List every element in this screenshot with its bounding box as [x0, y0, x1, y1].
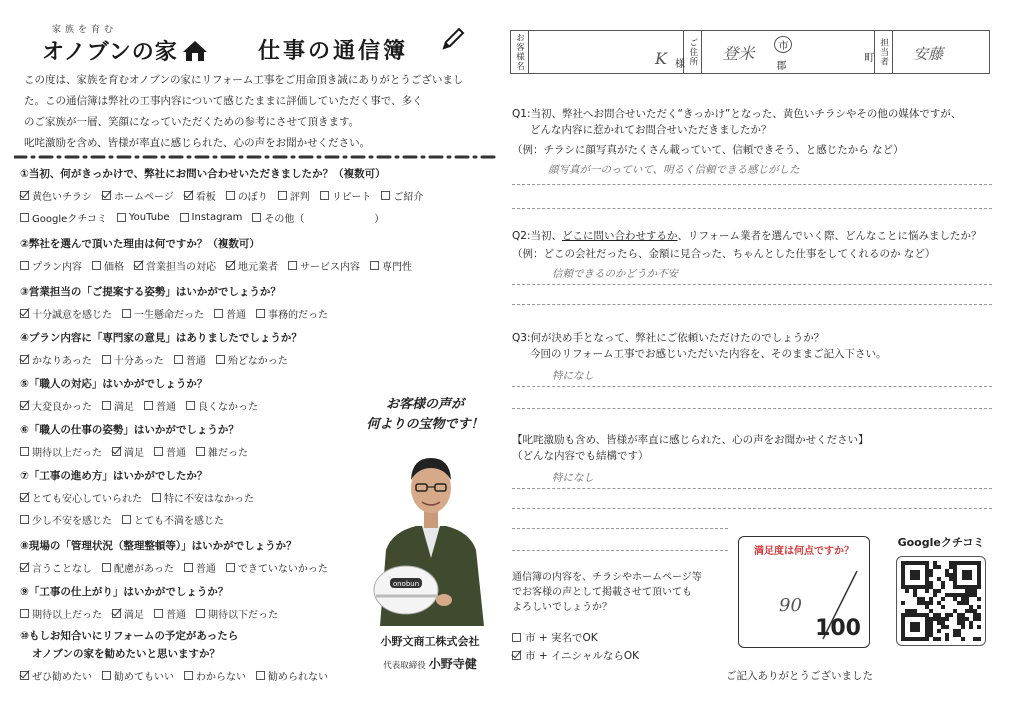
checkbox[interactable] [256, 671, 265, 680]
option-label: 事務的だった [268, 310, 328, 321]
speech-bubble: お客様の声が 何よりの宝物です！ [366, 397, 484, 432]
checkbox[interactable] [122, 309, 131, 318]
president-photo [372, 440, 490, 626]
staff-value: 安藤 [913, 45, 944, 63]
q4-answer[interactable]: 特になし [552, 472, 594, 484]
option-label: 黄色いチラシ [32, 192, 92, 203]
company-name: 小野文商工株式会社 [380, 635, 480, 648]
option-label: 満足 [114, 402, 134, 413]
question-7-option[interactable] [122, 512, 224, 527]
checkbox[interactable] [196, 447, 205, 456]
question-7-heading: ⑦「工事の進め方」はいかがでしたか？ [20, 470, 208, 482]
question-4-heading: ④プラン内容に「専門家の意見」はありましたでしょうか？ [20, 332, 302, 344]
question-7-options [20, 490, 254, 505]
intro-text: この度は、家族を育むオノブンの家にリフォーム工事をご用命頂き誠にありがとうございまし た。この通信簿は弊社の工事内容について感じたままに評価していただく事で、多く のご家族が一層、笑顔になっていただくための参考にさせて頂きます。 叱咤激励を含め、皆様が率直に感じられた、心の声をお聞かせください。 [24, 74, 464, 149]
question-1-option[interactable] [381, 188, 423, 203]
option-label: とても不満を感じた [134, 516, 224, 527]
customer-name-value: K [655, 49, 667, 68]
checkbox[interactable] [20, 261, 29, 270]
question-2-heading: ②弊社を選んで頂いた理由は何ですか？（複数可） [20, 238, 260, 250]
question-4-option[interactable] [216, 352, 288, 367]
answer-line [512, 184, 992, 185]
option-label: 価格 [104, 262, 124, 273]
checkbox[interactable] [102, 355, 111, 364]
checkbox[interactable] [196, 609, 205, 618]
checkbox[interactable] [226, 563, 235, 572]
option-label: 雑だった [208, 448, 248, 459]
checkbox[interactable] [20, 671, 29, 680]
question-1-option[interactable] [117, 210, 170, 225]
checkbox[interactable] [154, 447, 163, 456]
checkbox[interactable] [278, 191, 287, 200]
checkbox[interactable] [112, 609, 121, 618]
checkbox[interactable] [174, 355, 183, 364]
option-label: 言うことなし [32, 564, 92, 575]
question-5-option[interactable] [20, 398, 92, 413]
question-8-option[interactable] [226, 560, 328, 575]
question-2-option[interactable] [92, 258, 124, 273]
question-9-option[interactable] [20, 606, 102, 621]
question-5-options [20, 398, 258, 413]
q1-line2: どんな内容に惹かれてお問合せいただきましたか？ [530, 124, 772, 136]
customer-suffix: 様 [675, 59, 685, 70]
option-label: 看板 [195, 192, 216, 203]
option-label: 営業担当の対応 [146, 262, 216, 273]
customer-name-label: お客様名 [511, 31, 529, 73]
question-1-option[interactable] [102, 188, 174, 203]
q3-answer[interactable]: 特になし [552, 370, 594, 382]
consent-option-initial-checkbox[interactable] [512, 651, 521, 660]
question-4-options [20, 352, 288, 367]
q4-line2: （どんな内容でも結構です） [512, 450, 649, 462]
option-label: 十分誠意を感じた [32, 310, 112, 321]
helmet-logo-text: onobun [392, 580, 420, 588]
option-label: その他（ ） [264, 214, 385, 225]
question-3-options [20, 306, 328, 321]
checkbox[interactable] [102, 671, 111, 680]
question-9-option[interactable] [196, 606, 278, 621]
option-label: 勧められない [268, 672, 328, 683]
staff-label: 担当者 [875, 31, 893, 73]
option-label: 普通 [156, 402, 176, 413]
rep-title: 代表取締役 [383, 661, 426, 671]
option-label: 大変良かった [32, 402, 92, 413]
question-10-heading-cont: オノブンの家を勧めたいと思いますか？ [32, 648, 220, 660]
checkbox[interactable] [102, 401, 111, 410]
question-1-option[interactable] [226, 188, 268, 203]
question-3-option[interactable] [256, 306, 328, 321]
question-7-option[interactable] [152, 490, 254, 505]
checkbox[interactable] [20, 563, 29, 572]
option-label: 十分あった [113, 356, 164, 367]
option-label: 勧めてもいい [114, 672, 174, 683]
option-label: Instagram [191, 212, 243, 223]
checkbox[interactable] [252, 213, 261, 222]
option-label: 特に不安はなかった [164, 494, 254, 505]
option-label: 専門性 [382, 262, 412, 273]
checkbox[interactable] [226, 261, 235, 270]
q3-line1: Q3:何が決め手となって、弊社にご依頼いただけたのでしょうか？ [512, 332, 825, 344]
staff-cell[interactable] [893, 31, 989, 73]
question-6-heading: ⑥「職人の仕事の姿勢」はいかがでしょうか？ [20, 424, 239, 436]
option-label: プラン内容 [32, 262, 82, 273]
option-label: 地元業者 [238, 262, 278, 273]
checkbox[interactable] [20, 213, 29, 222]
option-label: 普通 [226, 310, 246, 321]
question-8-options [20, 560, 328, 575]
checkbox[interactable] [180, 213, 189, 222]
question-9-option[interactable] [154, 606, 186, 621]
consent-option-realname[interactable]: 市 + 実名でOK [512, 630, 598, 645]
option-label: 良くなかった [198, 402, 258, 413]
checkbox[interactable] [320, 191, 329, 200]
question-6-option[interactable] [20, 444, 102, 459]
decorative-divider [14, 154, 500, 160]
question-5-option[interactable] [186, 398, 258, 413]
checkbox[interactable] [216, 355, 225, 364]
question-4-option[interactable] [20, 352, 92, 367]
question-9-options [20, 606, 278, 621]
rep-name: 小野寺健 [428, 657, 477, 671]
answer-line [512, 208, 992, 209]
question-10-option[interactable] [20, 668, 92, 683]
checkbox[interactable] [20, 401, 29, 410]
representative [360, 655, 500, 672]
satisfaction-score-box [738, 536, 870, 648]
consent-option-realname-checkbox[interactable] [512, 633, 521, 642]
answer-line [512, 408, 992, 409]
question-5-option[interactable] [144, 398, 176, 413]
option-label: YouTube [128, 212, 170, 223]
option-label: 期待以上だった [32, 610, 102, 621]
answer-line [512, 528, 728, 529]
option-label: 少し不安を感じた [32, 516, 112, 527]
question-10-options [20, 668, 328, 683]
question-6-option[interactable] [154, 444, 186, 459]
option-label: サービス内容 [300, 262, 360, 273]
question-8-option[interactable] [184, 560, 216, 575]
qr-code[interactable] [896, 556, 986, 646]
question-10-heading: ⑩もしお知合いにリフォームの予定があったら [20, 630, 239, 642]
q3-line2: 今回のリフォーム工事でお感じいただいた内容を、そのままご記入下さい。 [530, 348, 887, 360]
checkbox[interactable] [144, 401, 153, 410]
checkbox[interactable] [20, 515, 29, 524]
checkbox[interactable] [184, 191, 193, 200]
brand-logo [42, 22, 242, 66]
question-10-option[interactable] [184, 668, 246, 683]
question-1-option[interactable] [252, 210, 384, 225]
question-8-option[interactable] [20, 560, 92, 575]
option-label: 普通 [185, 356, 206, 367]
question-1-option[interactable] [184, 188, 216, 203]
option-label: Googleクチコミ [32, 214, 107, 225]
checkbox[interactable] [117, 213, 126, 222]
option-label: 満足 [124, 610, 144, 621]
checkbox[interactable] [381, 191, 390, 200]
question-7-option[interactable] [20, 512, 112, 527]
thanks-message: ご記入ありがとうございました [726, 670, 873, 682]
option-label: のぼり [237, 192, 268, 203]
option-label: 満足 [124, 448, 144, 459]
checkbox[interactable] [154, 609, 163, 618]
question-2-option[interactable] [134, 258, 216, 273]
question-1-option[interactable] [20, 210, 107, 225]
option-label: 一生懸命だった [134, 310, 204, 321]
google-review-label: Googleクチコミ [897, 536, 985, 549]
option-label: わからない [196, 672, 246, 683]
checkbox[interactable] [184, 563, 193, 572]
option-label: かなりあった [32, 356, 92, 367]
question-9-option[interactable] [112, 606, 144, 621]
answer-line [512, 304, 992, 305]
question-4-option[interactable] [174, 352, 206, 367]
checkbox[interactable] [152, 493, 161, 502]
q2-line1: Q2:当初、どこに問い合わせするか、リフォーム業者を選んでいく際、どんなことに悩みましたか？ [512, 230, 982, 242]
question-2-option[interactable] [20, 258, 82, 273]
option-label: ホームページ [114, 192, 174, 203]
question-5-heading: ⑤「職人の対応」はいかがでしょうか？ [20, 378, 208, 390]
checkbox[interactable] [102, 191, 111, 200]
option-label: ご紹介 [393, 192, 424, 203]
qr-code-icon [901, 561, 981, 641]
customer-name-cell[interactable] [529, 31, 684, 73]
question-2-option[interactable] [370, 258, 412, 273]
consent-text: 通信簿の内容を、チラシやホームページ等 でお客様の声として掲載させて頂いても よろしいでしょうか？ [512, 572, 702, 613]
question-8-heading: ⑧現場の「管理状況（整理整頓等）」はいかがでしょうか？ [20, 540, 297, 552]
question-2-option[interactable] [288, 258, 360, 273]
question-9-heading: ⑨「工事の仕上がり」はいかがでしょうか？ [20, 586, 229, 598]
option-label: 普通 [195, 564, 216, 575]
checkbox[interactable] [186, 401, 195, 410]
answer-line [512, 386, 992, 387]
address-city-hand: 登米 [722, 44, 755, 63]
question-4-option[interactable] [102, 352, 164, 367]
question-3-option[interactable] [122, 306, 204, 321]
address-cell[interactable] [702, 31, 875, 73]
question-10-option[interactable] [102, 668, 174, 683]
brand-tagline: 家族を育む [52, 25, 118, 35]
question-7-option[interactable] [20, 490, 142, 505]
answer-line [512, 550, 728, 551]
question-3-option[interactable] [214, 306, 246, 321]
question-1-heading: ①当初、何がきっかけで、弊社にお問い合わせいただきましたか？（複数可） [20, 168, 386, 180]
checkbox[interactable] [226, 191, 235, 200]
address-gun: 郡 [776, 61, 787, 72]
q1-answer[interactable]: 顔写真が一のっていて、明るく信頼できる感じがした [548, 164, 800, 176]
question-6-option[interactable] [196, 444, 248, 459]
question-3-option[interactable] [20, 306, 112, 321]
question-1-option[interactable] [278, 188, 310, 203]
option-label: ぜひ勧めたい [32, 672, 92, 683]
house-icon [182, 40, 208, 62]
question-1-options [20, 210, 384, 225]
question-5-option[interactable] [102, 398, 134, 413]
checkbox[interactable] [112, 447, 121, 456]
checkbox[interactable] [134, 261, 143, 270]
checkbox[interactable] [20, 355, 29, 364]
question-8-option[interactable] [102, 560, 174, 575]
address-city-circled: 市 [774, 36, 792, 53]
option-label: できていないかった [237, 564, 328, 575]
address-label: ご住所 [684, 31, 702, 73]
question-6-option[interactable] [112, 444, 144, 459]
option-label: リピート [331, 192, 372, 203]
checkbox[interactable] [20, 191, 29, 200]
customer-info-bar [510, 30, 990, 74]
question-10-option[interactable] [256, 668, 328, 683]
checkbox[interactable] [184, 671, 193, 680]
checkbox[interactable] [288, 261, 297, 270]
checkbox[interactable] [20, 493, 29, 502]
answer-line [512, 284, 992, 285]
score-max: 100 [815, 616, 861, 641]
question-2-options [20, 258, 412, 273]
checkbox[interactable] [122, 515, 131, 524]
pen-icon [440, 26, 466, 52]
question-7-options [20, 512, 224, 527]
question-1-options [20, 188, 423, 203]
question-1-option[interactable] [320, 188, 372, 203]
option-label: 普通 [166, 610, 186, 621]
option-label: とても安心していられた [32, 494, 142, 505]
consent-option-initial[interactable]: 市 + イニシャルならOK [512, 648, 639, 663]
page-title: 仕事の通信簿 [258, 39, 409, 64]
q1-line1: Q1:当初、弊社へお問合せいただく“きっかけ”となった、黄色いチラシやその他の媒体ですが、 [512, 108, 962, 120]
question-3-heading: ③営業担当の「ご提案する姿勢」はいかがでしょうか？ [20, 286, 281, 298]
question-1-option[interactable] [20, 188, 92, 203]
checkbox[interactable] [20, 447, 29, 456]
q1-example: （例：チラシに顔写真がたくさん載っていて、信頼できそう、と感じたから など） [512, 144, 904, 156]
question-6-options [20, 444, 248, 459]
q2-answer[interactable]: 信頼できるのかどうか不安 [552, 268, 678, 280]
option-label: 評判 [289, 192, 310, 203]
checkbox[interactable] [214, 309, 223, 318]
brand-name: オノブンの家 [42, 40, 178, 65]
q4-line1: 【叱咤激励も含め、皆様が率直に感じられた、心の声をお聞かせください】 [512, 434, 869, 446]
score-value[interactable]: 90 [779, 595, 802, 616]
option-label: 期待以下だった [208, 610, 278, 621]
answer-line [512, 488, 992, 489]
checkbox[interactable] [256, 309, 265, 318]
checkbox[interactable] [370, 261, 379, 270]
question-2-option[interactable] [226, 258, 278, 273]
checkbox[interactable] [92, 261, 101, 270]
checkbox[interactable] [20, 609, 29, 618]
question-1-option[interactable] [180, 210, 243, 225]
option-label: 配慮があった [114, 564, 174, 575]
option-label: 期待以上だった [32, 448, 102, 459]
option-label: 殆どなかった [227, 356, 288, 367]
address-town: 町 [864, 53, 875, 64]
q2-example: （例：どこの会社だったら、金額に見合った、ちゃんとした仕事をしてくれるのか など） [512, 248, 936, 260]
score-heading: 満足度は何点ですか？ [754, 546, 854, 557]
option-label: 普通 [166, 448, 186, 459]
answer-line [512, 508, 992, 509]
checkbox[interactable] [102, 563, 111, 572]
checkbox[interactable] [20, 309, 29, 318]
